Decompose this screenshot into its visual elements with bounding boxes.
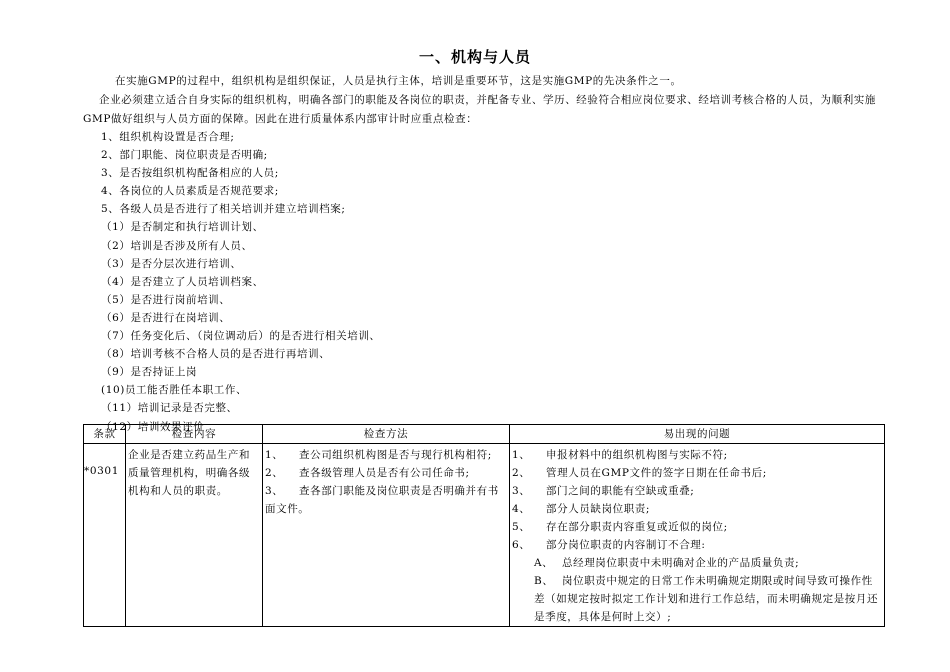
checklist-item: 5、各级人员是否进行了相关培训并建立培训档案; bbox=[101, 203, 346, 216]
common-problems bbox=[510, 444, 885, 627]
header-content: 检查内容 bbox=[126, 425, 263, 444]
check-content: 企业是否建立药品生产和质量管理机构，明确各级机构和人员的职责。 bbox=[126, 444, 263, 627]
checklist-subitem: （8）培训考核不合格人员的是否进行再培训、 bbox=[101, 348, 331, 361]
checklist bbox=[101, 128, 381, 436]
method-item: 3、 查各部门职能及岗位职责是否明确并有书面文件。 bbox=[265, 485, 499, 515]
page-title: 一、机构与人员 bbox=[418, 48, 531, 66]
checklist-item: 2、部门职能、岗位职责是否明确; bbox=[101, 149, 268, 162]
checklist-subitem: （11）培训记录是否完整、 bbox=[101, 402, 238, 415]
problem-item: 5、 存在部分职责内容重复或近似的岗位; bbox=[512, 521, 728, 533]
method-item: 1、 查公司组织机构图是否与现行机构相符; bbox=[265, 449, 492, 461]
checklist-item: 3、是否按组织机构配备相应的人员; bbox=[101, 167, 279, 180]
problem-item: 2、 管理人员在GMP文件的签字日期在任命书后; bbox=[512, 467, 767, 479]
subproblem-item: A、 总经理岗位职责中未明确对企业的产品质量负责; bbox=[534, 557, 800, 569]
subproblem-item: B、 岗位职责中规定的日常工作未明确规定期限或时间导致可操作性差（如规定按时拟定工作计划和进行工作总结，而未明确规定是按月还是季度，具体是何时上交）; bbox=[534, 575, 879, 623]
intro-paragraph-2: 企业必须建立适合自身实际的组织机构，明确各部门的职能及各岗位的职责，并配备专业、学历、经验符合相应岗位要求、经培训考核合格的人员，为顺利实施GMP做好组织与人员方面的保障。因此在进行质量体系内部审计时应重点检查： bbox=[83, 94, 876, 125]
checklist-item: 4、各岗位的人员素质是否规范要求; bbox=[101, 185, 279, 198]
checklist-item: 1、组织机构设置是否合理; bbox=[101, 131, 235, 143]
checklist-subitem: （12）培训效果评价 bbox=[101, 420, 205, 433]
intro-paragraph-1: 在实施GMP的过程中，组织机构是组织保证，人员是执行主体，培训是重要环节，这是实施GMP的先决条件之一。 bbox=[115, 75, 682, 87]
header-problems: 易出现的问题 bbox=[510, 425, 885, 444]
clause-code: *0301 bbox=[84, 444, 126, 627]
inspection-table bbox=[83, 424, 885, 627]
checklist-subitem: （3）是否分层次进行培训、 bbox=[101, 257, 242, 270]
checklist-subitem: （5）是否进行岗前培训、 bbox=[101, 293, 231, 306]
method-item: 2、 查各级管理人员是否有公司任命书; bbox=[265, 467, 470, 479]
checklist-subitem: （6）是否进行在岗培训、 bbox=[101, 311, 231, 324]
problem-item: 3、 部门之间的职能有空缺或重叠; bbox=[512, 485, 695, 497]
header-clause: 条款 bbox=[84, 425, 126, 444]
table-row bbox=[84, 444, 885, 627]
header-method: 检查方法 bbox=[263, 425, 510, 444]
problem-item: 6、 部分岗位职责的内容制订不合理: bbox=[512, 539, 706, 551]
checklist-subitem: (10)员工能否胜任本职工作、 bbox=[101, 384, 248, 397]
check-methods bbox=[263, 444, 510, 627]
checklist-subitem: （1）是否制定和执行培训计划、 bbox=[101, 221, 264, 234]
problem-item: 4、 部分人员缺岗位职责; bbox=[512, 503, 651, 515]
checklist-subitem: （4）是否建立了人员培训档案、 bbox=[101, 275, 264, 288]
problem-item: 1、 申报材料中的组织机构图与实际不符; bbox=[512, 449, 728, 461]
table-header-row bbox=[84, 425, 885, 444]
checklist-subitem: （9）是否持证上岗 bbox=[101, 366, 198, 379]
checklist-subitem: （2）培训是否涉及所有人员、 bbox=[101, 239, 253, 252]
checklist-subitem: （7）任务变化后、（岗位调动后）的是否进行相关培训、 bbox=[101, 330, 381, 343]
